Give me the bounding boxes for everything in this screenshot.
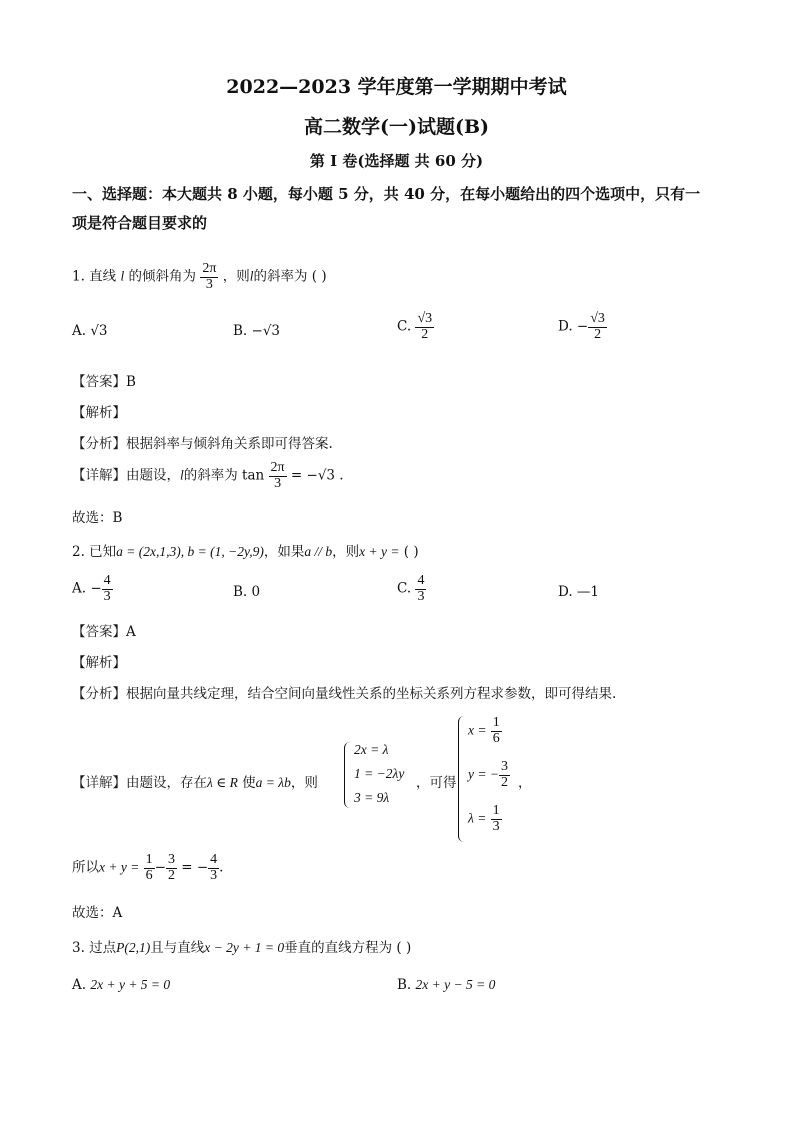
q1-option-d: D. − $\frac{√3}{2}$	[558, 311, 605, 342]
q3-option-a: A. 2x + y + 5 = 0	[72, 977, 171, 993]
q1-option-c: C. $\frac{√3}{2}$	[397, 311, 433, 342]
q2-analysis-tag: 【解析】	[72, 655, 126, 671]
q1-angle-fraction: $\frac{2\pi}{3}$	[202, 261, 217, 292]
q2-option-d: D. —1	[558, 584, 600, 600]
q2-stem: 2. 已知a = (2x,1,3), b = (1, −2y,9)，如果a // b，则x + y = ( )	[72, 544, 419, 560]
q1-stem: 1. 直线 l 的倾斜角为 $\frac{2\pi}{3}$ ，则l的斜率为 ( )	[72, 261, 327, 292]
section-heading-line1: 一、选择题：本大题共 8 小题，每小题 5 分，共 40 分，在每小题给出的四个选项中，只有一	[72, 185, 701, 203]
left-brace-icon	[458, 716, 467, 842]
q2-fenxi: 【分析】根据向量共线定理，结合空间向量线性关系的坐标关系列方程求参数，即可得结果.	[72, 686, 617, 702]
solution-lambda: λ = $\frac{1}{3}$	[468, 803, 500, 834]
left-brace-icon	[344, 742, 353, 808]
system-eq-3: 3 = 9λ	[354, 790, 390, 805]
q2-conclusion: 故选：A	[72, 905, 123, 921]
system-eq-2: 1 = −2λy	[354, 766, 405, 781]
q1-conclusion: 故选：B	[72, 510, 123, 526]
q2-detail-obtain: ，可得	[416, 775, 457, 791]
section-heading-line2: 项是符合题目要求的	[72, 214, 208, 232]
q3-option-b: B. 2x + y − 5 = 0	[397, 977, 496, 993]
solution-y: y = − $\frac{3}{2}$	[468, 759, 508, 790]
q1-analysis-tag: 【解析】	[72, 405, 126, 421]
q2-answer: 【答案】A	[72, 624, 136, 640]
q1-detail: 【详解】由题设，l的斜率为 tan $\frac{2\pi}{3}$ = −√3 .	[72, 460, 344, 491]
system-eq-1: 2x = λ	[354, 742, 389, 757]
q2-option-b: B. 0	[233, 584, 261, 600]
q2-sum: 所以x + y = $\frac{1}{6}$ − $\frac{3}{2}$ = − $\frac{4}{3}$ .	[72, 852, 224, 883]
q2-solution-end: ，	[518, 775, 532, 791]
part-heading: 第 I 卷(选择题 共 60 分)	[309, 152, 484, 170]
exam-title: 2022—2023 学年度第一学期期中考试	[226, 76, 567, 98]
q1-answer: 【答案】B	[72, 374, 136, 390]
q2-detail-lead: 【详解】由题设，存在λ ∈ R 使a = λb，则	[72, 775, 318, 791]
solution-x: x = $\frac{1}{6}$	[468, 715, 500, 746]
q1-option-a: A. √3	[72, 323, 108, 339]
q1-fenxi: 【分析】根据斜率与倾斜角关系即可得答案.	[72, 436, 333, 452]
q2-option-c: C. $\frac{4}{3}$	[397, 573, 425, 604]
exam-subtitle: 高二数学(一)试题(B)	[303, 116, 490, 138]
q2-option-a: A. − $\frac{4}{3}$	[72, 573, 111, 604]
q1-option-b: B. −√3	[233, 323, 281, 339]
q3-stem: 3. 过点P(2,1)且与直线x − 2y + 1 = 0垂直的直线方程为 ( )	[72, 940, 412, 956]
